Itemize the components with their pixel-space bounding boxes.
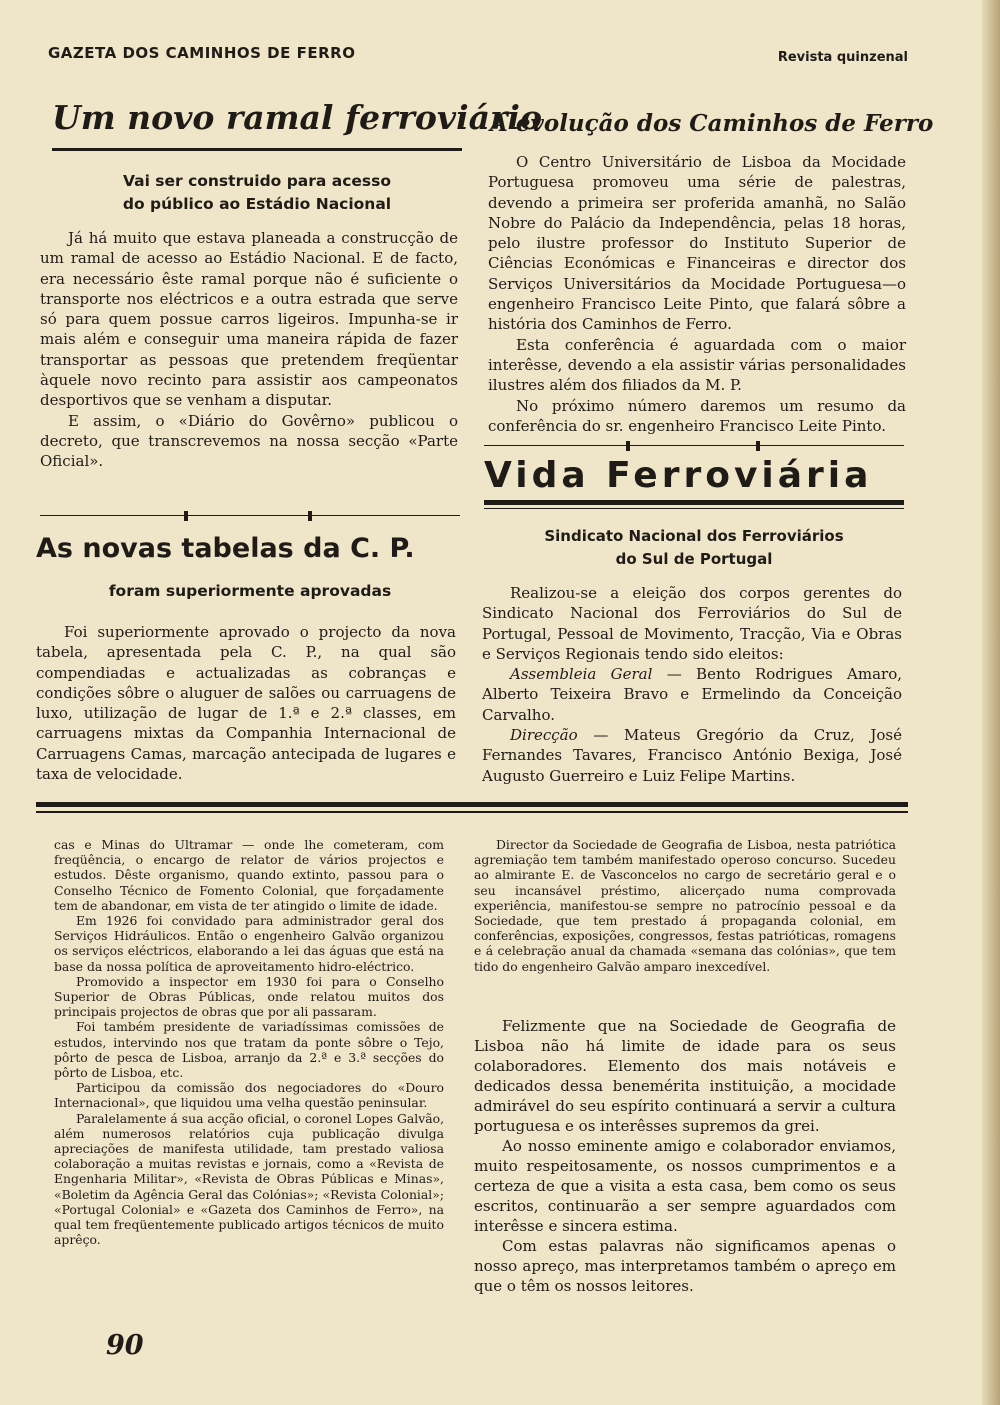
separator-mark (184, 511, 188, 521)
lower-left-paragraph: Promovido a inspector em 1930 foi para o Conselho Superior de Obras Públicas, onde relatou muitos dos principais projectos de obras que por ali passaram. (54, 973, 444, 1020)
article3-body (36, 622, 456, 784)
lower-left-paragraph: cas e Minas do Ultramar — onde lhe cometeram, com freqüência, o encargo de relator de vários projectos e estudos. Dêste organismo, quando extinto, passou para o Conselho Técnico de Fomento Colonial, que forçadamente tem de abandonar, em vista de ter atingido o limite de idade. (54, 837, 444, 913)
page-fold-shadow (982, 0, 1000, 1405)
article2-paragraph: No próximo número daremos um resumo da conferência do sr. engenheiro Francisco Leite Pinto. (488, 396, 906, 435)
article2-body (488, 152, 906, 436)
article4-intro: Realizou-se a eleição dos corpos gerentes do Sindicato Nacional dos Ferroviários do Sul de Portugal, Pessoal de Movimento, Tracção, Via e Obras e Serviços Regionais tendo sido eleitos: (482, 584, 902, 663)
lower-right-paragraph: Felizmente que na Sociedade de Geografia de Lisboa não há limite de idade para os seus colaboradores. Elemento dos mais notáveis e dedicados dessa benemérita instituição, a mocidade admirável do seu espírito continuará a servir a cultura portuguesa e os interêsses supremos da grei. (474, 1017, 896, 1135)
article4-subtitle (484, 525, 904, 571)
running-header-title: GAZETA DOS CAMINHOS DE FERRO (48, 44, 356, 62)
article1-subtitle-line1: Vai ser construido para acesso (122, 172, 392, 190)
article4-body (482, 583, 902, 786)
article3-paragraph: Foi superiormente aprovado o projecto da nova tabela, apresentada pela C. P., na qual são compendiadas e actualizadas as cobranças e condições sôbre o aluguer de salões ou carruagens de luxo, utilização de lugar de 1.ª e 2.ª classes, em carruagens mixtas da Companhia Internacional de Carruagens Camas, marcação antecipada de lugares e taxa de velocidade. (36, 623, 456, 784)
lower-right-column (474, 1016, 896, 1296)
article4-subtitle-line1: Sindicato Nacional dos Ferroviários (544, 527, 844, 545)
lower-left-paragraph: Paralelamente á sua acção oficial, o coronel Lopes Galvão, além numerosos relatórios cuja publicação divulga apreciações de manifesta utilidade, tam prestado valiosa colaboração a muitas revistas e jornais, como a «Revista de Engenharia Militar», «Revista de Obras Públicas e Minas», «Boletim da Agência Geral das Colónias»; «Revista Colonial»; «Portugal Colonial» e «Gazeta dos Caminhos de Ferro», na qual tem freqüentemente publicado artigos técnicos de muito aprêço. (54, 1110, 445, 1248)
article1-subtitle (52, 170, 462, 216)
article1-subtitle-line2: do público ao Estádio Nacional (122, 195, 392, 213)
lower-right-small-paragraph: Director da Sociedade de Geografia de Lisboa, nesta patriótica agremiação tem também manifestado operoso concurso. Sucedeu ao almirante E. de Vasconcelos no cargo de secretário geral e o seu incansável préstimo, alicerçado numa comprovada experiência, manifestou-se sempre no patrocínio pessoal e da Sociedade, que tem prestado á propaganda colonial, em conferências, exposições, congressos, festas patrióticas, romagens e á celebração anual da chamada «semana das colónias», que tem tido do engenheiro Galvão amparo inexcedível. (474, 837, 896, 974)
page-number: 90 (106, 1330, 144, 1361)
assembly-label: Assembleia Geral (510, 665, 653, 684)
article4-title-rule (484, 500, 904, 505)
lower-right-paragraph: Com estas palavras não significamos apenas o nosso apreço, mas interpretamos também o apreço em que o têm os nossos leitores. (474, 1237, 896, 1295)
article1-title-rule (52, 148, 462, 151)
separator-mark (308, 511, 312, 521)
article4-title-rule-thin (484, 508, 904, 509)
article4-assembly (482, 664, 902, 725)
separator-mark (756, 441, 760, 451)
lower-right-paragraph: Ao nosso eminente amigo e colaborador enviamos, muito respeitosamente, os nossos cumprimentos e a certeza de que a visita a esta casa, bem como os seus escritos, continuarão a ser sempre aguardados com interêsse e sincera estima. (474, 1137, 896, 1235)
article2-paragraph: Esta conferência é aguardada com o maior interêsse, devendo a ela assistir várias personalidades ilustres além dos filiados da M. P. (488, 335, 906, 395)
article1-paragraph: E assim, o «Diário do Govêrno» publicou o decreto, que transcrevemos na nossa secção «Parte Oficial». (40, 411, 458, 471)
article3-subtitle: foram superiormente aprovadas (108, 582, 392, 600)
assembly-members: — Bento Rodrigues Amaro, Alberto Teixeira Bravo e Ermelindo da Conceição Carvalho. (482, 665, 902, 724)
lower-left-paragraph: Foi também presidente de variadíssimas comissões de estudos, intervindo nos que tratam da ponte sôbre o Tejo, pôrto de pesca de Lisboa, arranjo da 2.ª e 3.ª secções do pôrto de Lisboa, etc. (54, 1019, 444, 1081)
section-divider-thin (36, 811, 908, 813)
article4-subtitle-line2: do Sul de Portugal (615, 550, 773, 568)
direction-members: — Mateus Gregório da Cruz, José Fernandes Tavares, Francisco António Bexiga, José Augusto Guerreiro e Luiz Felipe Martins. (482, 726, 902, 785)
running-header-subtitle: Revista quinzenal (777, 50, 908, 65)
article4-title: Vida Ferroviária (484, 455, 873, 496)
article1-separator (40, 515, 460, 516)
article3-title: As novas tabelas da C. P. (36, 533, 415, 564)
article1-title: Um novo ramal ferroviário (52, 98, 542, 137)
lower-left-column (54, 837, 444, 1247)
direction-label: Direcção (510, 726, 578, 745)
article1-paragraph: Já há muito que estava planeada a construcção de um ramal de acesso ao Estádio Nacional. E de facto, era necessário êste ramal porque não é suficiente o transporte nos eléctricos e a outra estrada que serve só para quem possue carros ligeiros. Impunha-se ir mais além e conseguir uma maneira rápida de fazer transportar as pessoas que pretendem freqüentar àquele novo recinto para assistir aos campeonatos desportivos que se venham a disputar. (40, 229, 458, 410)
lower-left-paragraph: Participou da comissão dos negociadores do «Douro Internacional», que liquidou uma velha questão peninsular. (54, 1080, 444, 1111)
section-divider-thick (36, 802, 908, 807)
lower-right-small-text (474, 837, 896, 974)
article1-body (40, 228, 458, 472)
article2-separator (484, 445, 904, 446)
article2-paragraph: O Centro Universitário de Lisboa da Mocidade Portuguesa promoveu uma série de palestras, devendo a primeira ser proferida amanhã, no Salão Nobre do Palácio da Independência, pelas 18 horas, pelo ilustre professor do Instituto Superior de Ciências Económicas e Financeiras e director dos Serviços Universitários da Mocidade Portuguesa—o engenheiro Francisco Leite Pinto, que falará sôbre a história dos Caminhos de Ferro. (488, 153, 906, 334)
article2-title: A evolução dos Caminhos de Ferro (490, 110, 934, 137)
article4-direction (482, 725, 902, 786)
lower-left-paragraph: Em 1926 foi convidado para administrador geral dos Serviços Hidráulicos. Então o engenheiro Galvão organizou os serviços eléctricos, elaborando a lei das águas que está na base da nossa política de aproveitamento hidro-eléctrico. (54, 913, 444, 974)
separator-mark (626, 441, 630, 451)
